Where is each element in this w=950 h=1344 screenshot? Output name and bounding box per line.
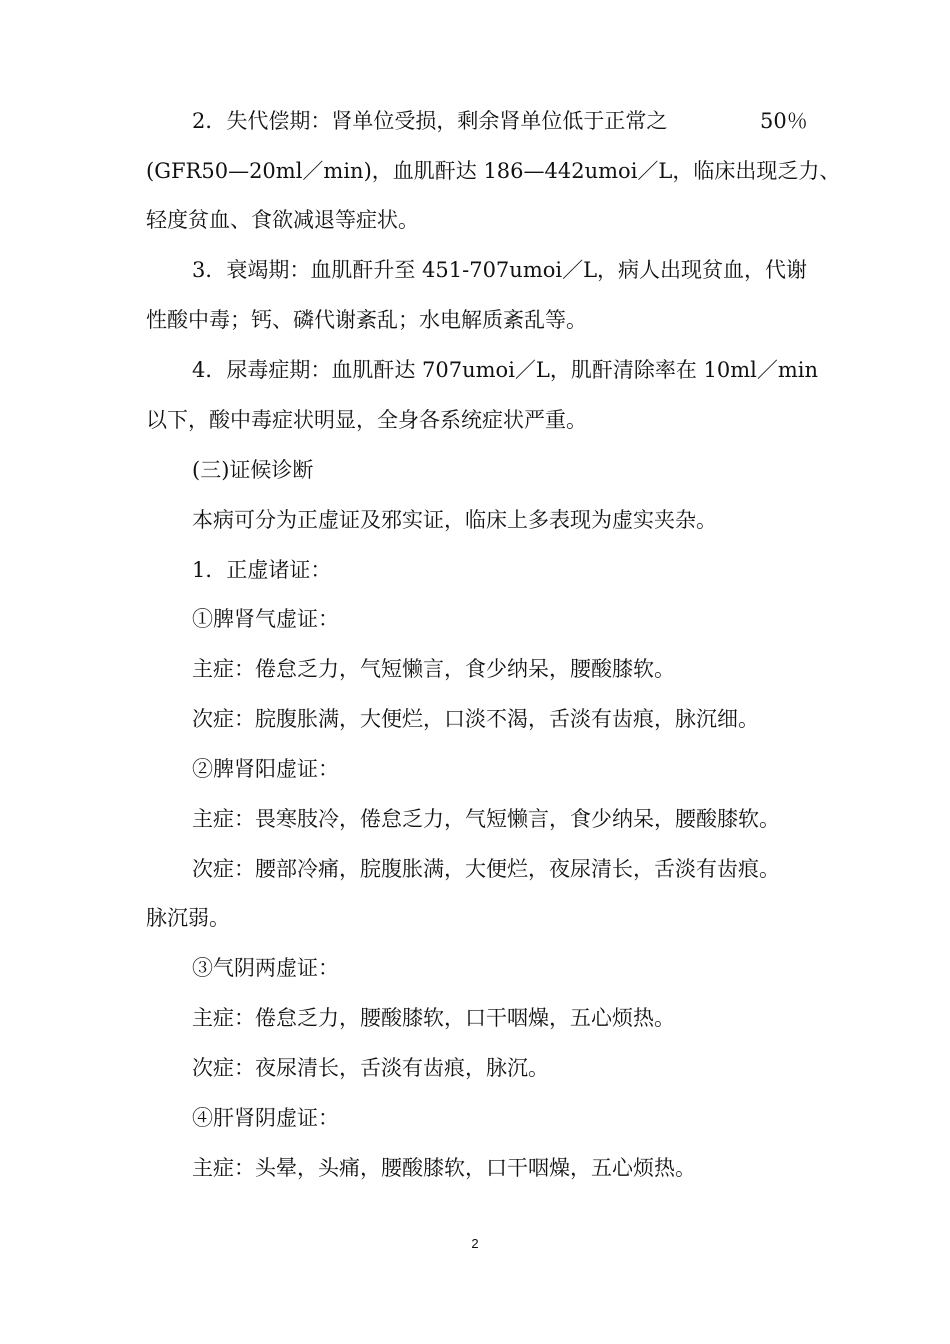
syndrome-main-symptoms: 主症：畏寒肢冷，倦怠乏力，气短懒言，食少纳呆，腰酸膝软。 <box>192 807 780 831</box>
syndrome-secondary-symptoms-continued: 脉沉弱。 <box>146 906 230 930</box>
syndrome-main-symptoms: 主症：倦怠乏力，气短懒言，食少纳呆，腰酸膝软。 <box>192 657 675 681</box>
syndrome-title: ④肝肾阴虚证： <box>192 1106 339 1130</box>
syndrome-title: ③气阴两虚证： <box>192 956 339 980</box>
stage3-paragraph-line2: 性酸中毒；钙、磷代谢紊乱；水电解质紊乱等。 <box>146 308 587 332</box>
syndrome-main-symptoms: 主症：头晕，头痛，腰酸膝软，口干咽燥，五心烦热。 <box>192 1156 696 1180</box>
subsection-heading: 1．正虚诸证： <box>192 558 332 582</box>
stage2-percentage: 50％ <box>760 109 808 133</box>
stage3-paragraph-line1: 3．衰竭期：血肌酐升至 451-707umoi／L，病人出现贫血，代谢 <box>192 258 808 282</box>
section-intro: 本病可分为正虚证及邪实证，临床上多表现为虚实夹杂。 <box>192 508 717 532</box>
stage2-paragraph-line3: 轻度贫血、食欲减退等症状。 <box>146 208 419 232</box>
syndrome-secondary-symptoms: 次症：腰部冷痛，脘腹胀满，大便烂，夜尿清长，舌淡有齿痕。 <box>192 857 780 881</box>
syndrome-title: ②脾肾阳虚证： <box>192 757 339 781</box>
section-heading: (三)证候诊断 <box>192 458 314 482</box>
syndrome-secondary-symptoms: 次症：夜尿清长，舌淡有齿痕，脉沉。 <box>192 1056 549 1080</box>
syndrome-secondary-symptoms: 次症：脘腹胀满，大便烂，口淡不渴，舌淡有齿痕，脉沉细。 <box>192 707 759 731</box>
stage4-paragraph-line2: 以下，酸中毒症状明显，全身各系统症状严重。 <box>146 408 587 432</box>
stage2-text: 2．失代偿期：肾单位受损，剩余肾单位低于正常之 <box>192 109 668 133</box>
syndrome-title: ①脾肾气虚证： <box>192 607 339 631</box>
stage2-paragraph-line2: (GFR50—20ml／min)，血肌酐达 186—442umoi／L，临床出现乏力、 <box>146 159 841 183</box>
stage2-paragraph-line1 <box>192 106 872 136</box>
page-number: 2 <box>471 1236 479 1251</box>
stage4-paragraph-line1: 4．尿毒症期：血肌酐达 707umoi／L，肌酐清除率在 10ml／min <box>192 358 819 382</box>
syndrome-main-symptoms: 主症：倦怠乏力，腰酸膝软，口干咽燥，五心烦热。 <box>192 1006 675 1030</box>
